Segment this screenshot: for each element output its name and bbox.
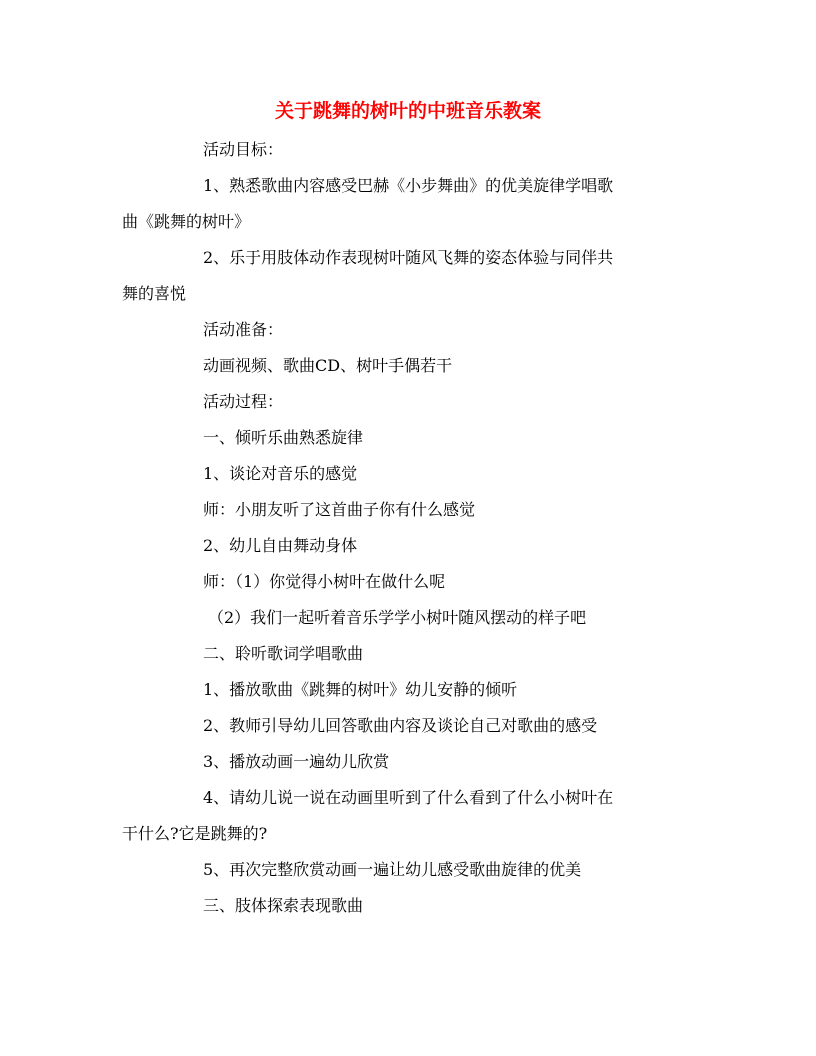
text-line: 4、请幼儿说一说在动画里听到了什么看到了什么小树叶在 [203, 788, 614, 807]
text-line: 2、幼儿自由舞动身体 [203, 536, 358, 555]
text-line: 1、熟悉歌曲内容感受巴赫《小步舞曲》的优美旋律学唱歌 [203, 176, 614, 195]
text-line: 2、乐于用肢体动作表现树叶随风飞舞的姿态体验与同伴共 [203, 248, 614, 267]
text-line: 1、播放歌曲《跳舞的树叶》幼儿安静的倾听 [203, 680, 518, 699]
text-line: 师：小朋友听了这首曲子你有什么感觉 [203, 500, 476, 519]
text-line: 1、谈论对音乐的感觉 [203, 464, 358, 483]
text-line: 舞的喜悦 [122, 284, 187, 303]
text-line: （2）我们一起听着音乐学学小树叶随风摆动的样子吧 [208, 608, 587, 627]
text-line: 师：（1）你觉得小树叶在做什么呢 [203, 572, 446, 591]
document-title: 关于跳舞的树叶的中班音乐教案 [274, 100, 541, 122]
text-line: 活动目标： [203, 140, 284, 159]
text-line: 5、再次完整欣赏动画一遍让幼儿感受歌曲旋律的优美 [203, 860, 582, 879]
text-line: 动画视频、歌曲CD、树叶手偶若干 [203, 356, 453, 375]
text-line: 三、肢体探索表现歌曲 [203, 896, 364, 915]
text-line: 活动过程： [203, 392, 284, 411]
text-line: 曲《跳舞的树叶》 [122, 212, 251, 231]
text-line: 活动准备： [203, 320, 284, 339]
text-line: 一、倾听乐曲熟悉旋律 [203, 428, 364, 447]
text-line: 3、播放动画一遍幼儿欣赏 [203, 752, 390, 771]
text-line: 2、教师引导幼儿回答歌曲内容及谈论自己对歌曲的感受 [203, 716, 598, 735]
text-line: 二、聆听歌词学唱歌曲 [203, 644, 364, 663]
text-line: 干什么?它是跳舞的? [122, 824, 268, 843]
